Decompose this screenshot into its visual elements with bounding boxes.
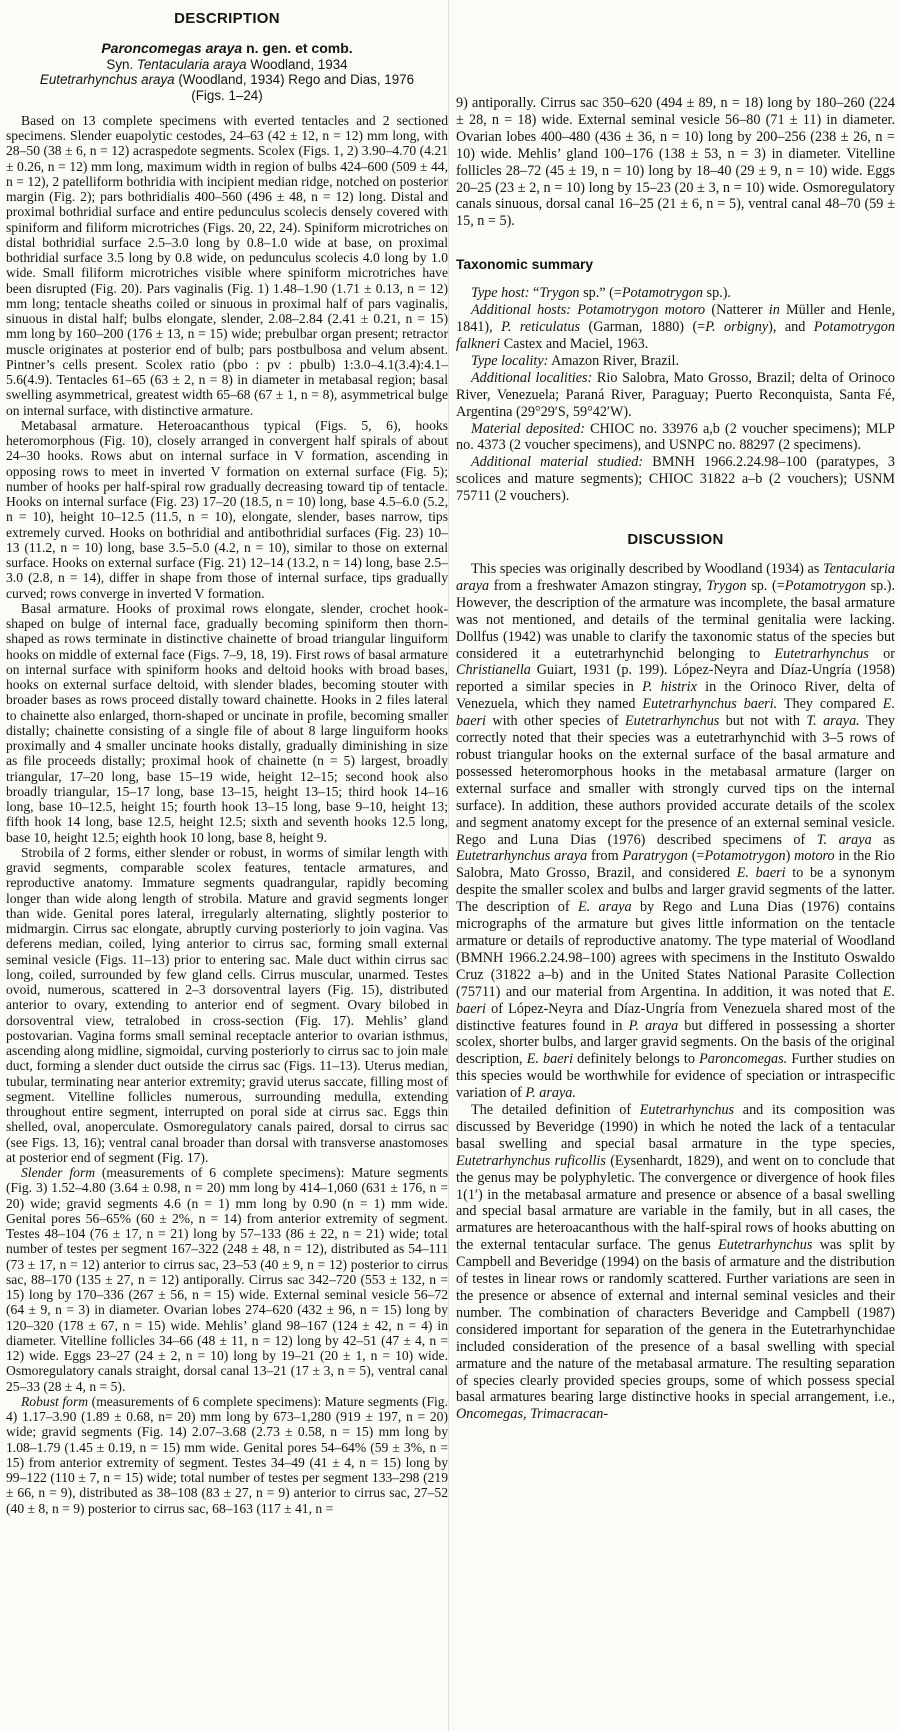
description-paragraph-basal-armature: Basal armature. Hooks of proximal rows elongate, slender, crochet hook-shaped on bulge of internal face, gradually becoming spiniform then thorn-shaped as rows terminate in distinctive chainette of broad triangular linguiform hooks on middle of external face (Figs. 7–9, 18, 19). First rows of basal armature on internal surface with spiniform hooks and deltoid hooks with broad bases, hooks on external surface deltoid, with slender blades, becoming stouter with broader bases as rows proceed distally toward chainette. Hooks in 2 files lateral to chainette also enlarged, thorn-shaped or uncinate in profile, becoming smaller distally; chainette consisting of a single file of about 8 large linguiform hooks proximally and 4 smaller uncinate hooks distally, gradually diminishing in size as file proceeds distally; proximal hook of chainette (n = 5) largest, broadly triangular, 17–20 long, base 15–19 wide, height 12–15; second hook also broadly triangular, 15–17 long, base 13–15, height 13–15; third hook 14–16 long, base 10–12.5, height 15; fourth hook 13–15 long, base 9–10, height 13; fifth hook 14 long, base 12.5, height 12.5; sixth and seventh hooks 12.5 long, base 10, height 12.5; eighth hook 10 long, base 8, height 9. xyxy=(6,600,448,845)
discussion-paragraph-genus-definition: The detailed definition of Eutetrarhynchus and its composition was discussed by Beveridge (1990) in which he noted the lack of a tentacular basal swelling and special basal armature in the type species, Eutetrarhynchus ruficollis (Eysenhardt, 1829), and went on to conclude that the genus may be polyphyletic. The convergence or divergence of hook files 1(1′) in the metabasal armature and presence or absence of a basal swelling and special basal armature are variable in the family, but in all cases, the armatures are heteroacanthous with the half-spiral rows of hooks abutting on the external tentacular surface. The genus Eutetrarhynchus was split by Campbell and Beveridge (1994) on the basis of armature and the distribution of testes in linear rows or randomly scattered. Further variations are seen in the presence or absence of external and internal seminal vesicles and their number. The combination of characters Beveridge and Campbell (1987) considered important for separation of the genera in the Eutetrarhynchidae included consideration of the presence of a basal swelling with special armature and the nature of the metabasal armature. The resulting separation of species clearly provided species groups, some of which possess special basal armatures bearing large distinctive hooks in special arrangement, i.e., Oncomegas, Trimacracan- xyxy=(456,1102,895,1423)
species-title-block xyxy=(6,40,448,104)
taxonomy-entry-additional-hosts: Additional hosts: Potamotrygon motoro (Natterer in Müller and Henle, 1841), P. reticulatus (Garman, 1880) (=P. orbigny), and Potamotrygon falkneri Castex and Maciel, 1963. xyxy=(456,302,896,352)
description-heading: DESCRIPTION xyxy=(174,10,280,27)
taxonomy-entry-type-host: Type host: “Trygon sp.” (=Potamotrygon sp.). xyxy=(471,285,731,302)
description-paragraph-slender-form: Slender form (measurements of 6 complete specimens): Mature segments (Fig. 3) 1.52–4.80 (3.64 ± 0.98, n = 20) mm long by 414–1,060 (631 ± 176, n = 20) wide; gravid segments 4.6 (n = 1) mm long by 0.90 (n = 1) mm wide. Genital pores 56–65% (60 ± 2%, n = 14) from anterior extremity of segment. Testes 48–104 (76 ± 17, n = 21) long by 57–133 (86 ± 22, n = 21) wide; total number of testes per segment 167–322 (248 ± 48, n = 12), distributed as 54–111 (73 ± 17, n = 12) anterior to cirrus sac, 23–53 (40 ± 9, n = 12) posterior to cirrus sac, 88–170 (135 ± 27, n = 12) antiporally. Cirrus sac 342–720 (553 ± 132, n = 15) long by 170–336 (267 ± 56, n = 15) wide. External seminal vesicle 56–72 (64 ± 9, n = 3) in diameter. Ovarian lobes 274–620 (432 ± 96, n = 15) long by 120–320 (178 ± 67, n = 15) wide. Mehlis’ gland 98–167 (124 ± 42, n = 4) in diameter. Vitelline follicles 34–66 (48 ± 11, n = 12) long by 42–51 (47 ± 4, n = 12) wide. Eggs 23–27 (24 ± 2, n = 10) long by 19–21 (20 ± 1, n = 10) wide. Osmoregulatory canals straight, dorsal canal 13–21 (17 ± 3, n = 5), ventral canal 25–33 (28 ± 4, n = 5). xyxy=(6,1165,448,1394)
discussion-heading: DISCUSSION xyxy=(627,531,724,549)
description-body xyxy=(6,113,448,1516)
taxonomy-entry-additional-material-studied: Additional material studied: BMNH 1966.2.24.98–100 (paratypes, 3 scolices and mature segments); CHIOC 31822 a–b (2 vouchers); USNM 75711 (2 vouchers). xyxy=(456,454,896,505)
right-column xyxy=(456,95,895,1423)
column-gutter-artifact xyxy=(448,0,449,1731)
description-paragraph-general: Based on 13 complete specimens with everted tentacles and 2 sectioned specimens. Slender euapolytic cestodes, 24–63 (42 ± 12, n = 12) mm long, with 28–50 (38 ± 6, n = 12) acraspedote segments. Scolex (Figs. 1, 2) 3.90–4.70 (4.21 ± 0.26, n = 12) mm long, maximum width in region of bulbs 424–600 (509 ± 44, n = 12), 2 patelliform bothridia with incipient median ridge, notched on posterior margin (Fig. 2); pars bothridialis 400–560 (496 ± 48, n = 12) long. Distal and proximal bothridial surface and entire pedunculus scolecis densely covered with spiniform and filiform microtriches (Figs. 20, 22, 24). Spiniform microtriches on distal bothridial surface 2.5–3.0 long by 0.8–1.0 wide at base, on proximal bothridial surface 3.5 long by 0.8 wide, on pedunculus scolecis 4.0 long by 1.0 wide. Small filiform microtriches visible where spiniform microtriches have been disrupted (Fig. 20). Pars vaginalis (Fig. 1) 1.48–1.90 (1.71 ± 0.13, n = 12) mm long; tentacle sheaths coiled or sinuous in proximal half of pars vaginalis, sinuous in distal half; bulbs elongate, slender, 2.08–2.84 (2.41 ± 0.21, n = 15) mm long by 160–200 (176 ± 13, n = 15) wide; prebulbar organ present; retractor muscle originates at posterior end of bulb; pars postbulbosa and velum absent. Pintner’s cells present. Scolex ratio (pbo : pv : pbulb) 1:3.0–4.1(3.4):4.1–5.6(4.9). Tentacles 61–65 (63 ± 2, n = 8) in diameter in metabasal region; basal swelling asymmetrical, greatest width 65–68 (67 ± 1, n = 8), asymmetrical bulge on internal surface, with distinctive armature. xyxy=(6,112,448,418)
taxonomic-summary-heading: Taxonomic summary xyxy=(456,257,593,273)
synonym-line-2: Eutetrarhynchus araya (Woodland, 1934) Rego and Dias, 1976 xyxy=(39,72,415,88)
robust-form-continuation xyxy=(456,95,895,230)
taxonomy-entry-material-deposited: Material deposited: CHIOC no. 33976 a,b (2 voucher specimens); MLP no. 4373 (2 voucher specimens), and USNPC no. 88297 (2 specimens). xyxy=(456,420,896,454)
continuation-paragraph: 9) antiporally. Cirrus sac 350–620 (494 ± 89, n = 18) long by 180–260 (224 ± 28, n = 18) wide. External seminal vesicle 56–80 (71 ± 11) in diameter. Ovarian lobes 400–480 (436 ± 36, n = 10) long by 200–256 (238 ± 26, n = 10) wide. Mehlis’ gland 100–176 (138 ± 53, n = 3) in diameter. Vitelline follicles 28–72 (45 ± 19, n = 10) long by 18–40 (29 ± 9, n = 10) wide. Eggs 20–25 (23 ± 2, n = 10) long by 15–23 (20 ± 3, n = 10) wide. Osmoregulatory canals sinuous, dorsal canal 16–25 (21 ± 6, n = 5), ventral canal 48–70 (59 ± 15, n = 5). xyxy=(456,95,895,230)
figures-reference-line: (Figs. 1–24) xyxy=(191,88,263,104)
taxonomy-entry-type-locality: Type locality: Amazon River, Brazil. xyxy=(471,352,679,369)
species-title: Paroncomegas araya n. gen. et comb. xyxy=(101,40,353,56)
left-column xyxy=(6,10,448,1516)
taxonomic-summary-body xyxy=(456,285,895,505)
discussion-paragraph-history: This species was originally described by Woodland (1934) as Tentacularia araya from a freshwater Amazon stingray, Trygon sp. (=Potamotrygon sp.). However, the description of the armature was incomplete, the basal armature was not mentioned, and details of the terminal genitalia were lacking. Dollfus (1942) was unable to clarify the taxonomic status of the species but considered it a eutetrarhynchid belonging to Eutetrarhynchus or Christianella Guiart, 1931 (p. 199). López-Neyra and Díaz-Ungría (1958) reported a similar species in P. histrix in the Orinoco River, delta of Venezuela, which they named Eutetrarhynchus baeri. They compared E. baeri with other species of Eutetrarhynchus but not with T. araya. They correctly noted that their species was a eutetrarhynchid with 3–5 rows of robust triangular hooks on the external surface of the basal armature and possessed heteromorphous hooks in the metabasal armature (larger on external surface and smaller with strongly curved tips on the internal surface). In addition, these authors provided accurate details of the scolex and segment anatomy except for the presence of an external seminal vesicle. Rego and Luna Dias (1976) described specimens of T. araya as Eutetrarhynchus araya from Paratrygon (=Potamotrygon) motoro in the Rio Salobra, Mato Grosso, Brazil, and considered E. baeri to be a synonym despite the smaller scolex and bulbs and larger gravid segments of the latter. The description of E. araya by Rego and Luna Dias (1976) contains micrographs of the armature but gives little information on the tentacle armature or details of reproductive anatomy. The type material of Woodland (BMNH 1966.2.24.98–100) agrees with specimens in the Instituto Oswaldo Cruz (31822 a–b) and in the United States National Parasite Collection (75711) and our material from Argentina. In addition, it was noted that E. baeri of López-Neyra and Díaz-Ungría from Venezuela shared most of the distinctive features found in P. araya but differed in possessing a shorter scolex, shorter bulbs, and larger gravid segments. On the basis of the original description, E. baeri definitely belongs to Paroncomegas. Further studies on this species would be worthwhile for evidence of speciation or intraspecific variation of P. araya. xyxy=(456,561,896,1102)
description-paragraph-metabasal-armature: Metabasal armature. Heteroacanthous typical (Figs. 5, 6), hooks heteromorphous (Fig. 10), closely arranged in convergent half spirals of about 24–30 hooks. Rows abut on internal surface in V formation, ascending in opposing rows to meet in inverted V formation on external surface (Fig. 5); number of hooks per half-spiral row gradually decreasing toward tip of tentacle. Hooks on internal surface (Fig. 23) 17–20 (18.5, n = 10) long, base 4.5–6.0 (5.2, n = 10), height 10–12.5 (11.5, n = 10), elongate, slender, bases narrow, tips extremely curved. Hooks on bothridial and antibothridial surfaces (Fig. 23) 10–13 (11.2, n = 10) long, base 3.5–5.0 (4.2, n = 10), similar to those on external surface. Hooks on external surface (Fig. 21) 12–14 (13.2, n = 14) long, base 2.5–3.0 (2.8, n = 14), differ in shape from those of internal surface, tips gradually curved; rows converge in inverted V formation. xyxy=(6,417,448,601)
description-paragraph-robust-form: Robust form (measurements of 6 complete specimens): Mature segments (Fig. 4) 1.17–3.90 (1.89 ± 0.68, n= 20) mm long by 673–1,280 (919 ± 197, n = 20) wide; gravid segments (Fig. 14) 2.07–3.68 (2.73 ± 0.58, n = 15) mm long by 1.08–1.79 (1.45 ± 0.19, n = 15) mm wide. Genital pores 54–64% (59 ± 3%, n = 15) from anterior extremity of segment. Testes 34–49 (41 ± 4, n = 15) long by 99–122 (110 ± 7, n = 15) wide; total number of testes per segment 133–298 (219 ± 66, n = 9), distributed as 38–108 (83 ± 27, n = 9) anterior to cirrus sac, 27–52 (40 ± 8, n = 9) posterior to cirrus sac, 68–163 (117 ± 41, n = xyxy=(6,1393,449,1516)
taxonomy-entry-additional-localities: Additional localities: Rio Salobra, Mato Grosso, Brazil; delta of Orinoco River, Venezuela; Paraná River, Paraguay; Puerto Reconquista, Santa Fé, Argentina (29°29′S, 59°42′W). xyxy=(456,369,895,420)
description-paragraph-strobila: Strobila of 2 forms, either slender or robust, in worms of similar length with gravid segments, comparable scolex features, tentacle armatures, and reproductive anatomy. Immature segments quadrangular, rapidly becoming longer than wide along length of strobila. Mature and gravid segments longer than wide. Genital pores lateral, irregularly alternating, slightly posterior to midmargin. Cirrus sac elongate, abruptly curving posteriorly to join vagina. Vas deferens median, coiled, lying anterior to cirrus sac, forming small external seminal vesicle (Figs. 11–13) prior to entering sac. Male duct within cirrus sac long, coiled, surrounded by few gland cells. Cirrus muscular, unarmed. Testes ovoid, numerous, scattered in 2–3 dorsoventral layers (Fig. 15), distributed anterior to ovary, extending to anterior end of segment. Ovary bilobed in dorsoventral view, tetralobed in cross-section (Fig. 17). Mehlis’ gland postovarian. Vagina forms small seminal receptacle anterior to ovarian isthmus, ascending along midline, sigmoidal, curving posteriorly to cirrus sac to join male duct, forming a slender duct outside the cirrus sac (Figs. 11–13). Uterus median, tubular, terminating near anterior extremity; gravid uterus saccate, filling most of segment. Vitelline follicles numerous, surrounding medulla, extending throughout entire segment, interrupted on poral side at cirrus sac. Eggs thin shelled, oval, anoperculate. Osmoregulatory canals paired, dorsal to cirrus sac (see Figs. 13, 16); ventral canal broader than dorsal with transverse anastomoses at posterior end of segment (Fig. 17). xyxy=(6,844,448,1165)
discussion-body xyxy=(456,561,895,1423)
synonym-line-1: Syn. Tentacularia araya Woodland, 1934 xyxy=(106,56,348,72)
